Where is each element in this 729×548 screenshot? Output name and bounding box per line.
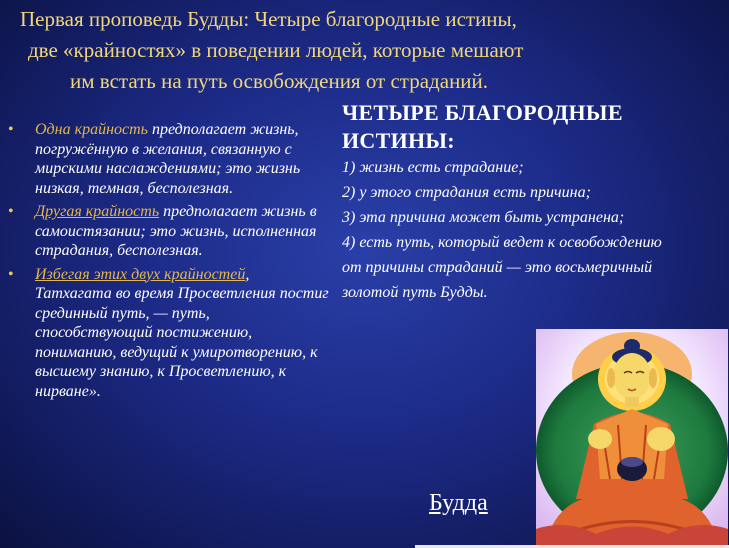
- bullet-text: предполагает жизнь, погружённую в желания, связанную с мирскими наслаждениями; это жизнь низкая, темная, бесполезная.: [35, 121, 301, 197]
- title-line-3: им встать на путь освобождения от страданий.: [70, 69, 489, 93]
- slide-title: [20, 4, 720, 97]
- list-item: [8, 120, 330, 198]
- extremes-list: [8, 120, 330, 405]
- truth-item: 2) у этого страдания есть причина;: [342, 184, 591, 201]
- bullet-highlight: Избегая этих двух крайностей: [35, 265, 246, 283]
- bullet-icon: •: [8, 265, 14, 283]
- truth-item: 1) жизнь есть страдание;: [342, 159, 524, 176]
- noble-truths: [342, 99, 672, 305]
- buddha-image: [536, 329, 728, 548]
- truths-list: [342, 155, 672, 305]
- bullet-text: , Татхагата во время Просветления постиг срединный путь, — путь, способствующий постижению, пониманию, ведущий к умиротворению, к высшему знанию, к Просветлению, к нирване».: [35, 265, 329, 400]
- bullet-text: предполагает жизнь в самоистязании; это жизнь, исполненная страдания, бесполезная.: [35, 203, 317, 259]
- title-line-1: Первая проповедь Будды: Четыре благородные истины,: [20, 7, 517, 31]
- list-item: [8, 202, 330, 261]
- truths-heading: ЧЕТЫРЕ БЛАГОРОДНЫЕ ИСТИНЫ:: [342, 100, 623, 153]
- bullet-highlight: Другая крайность: [35, 203, 160, 220]
- list-item: [8, 265, 330, 402]
- bullet-icon: •: [8, 203, 14, 220]
- truth-item: 4) есть путь, который ведет к освобождению от причины страданий — это восьмеричный золотой путь Будды.: [342, 234, 662, 301]
- image-caption[interactable]: Будда: [429, 490, 488, 516]
- truth-item: 3) эта причина может быть устранена;: [342, 209, 625, 226]
- bullet-highlight: Одна крайность: [35, 121, 148, 138]
- bullet-icon: •: [8, 121, 14, 138]
- title-line-2: две «крайностях» в поведении людей, которые мешают: [28, 38, 524, 62]
